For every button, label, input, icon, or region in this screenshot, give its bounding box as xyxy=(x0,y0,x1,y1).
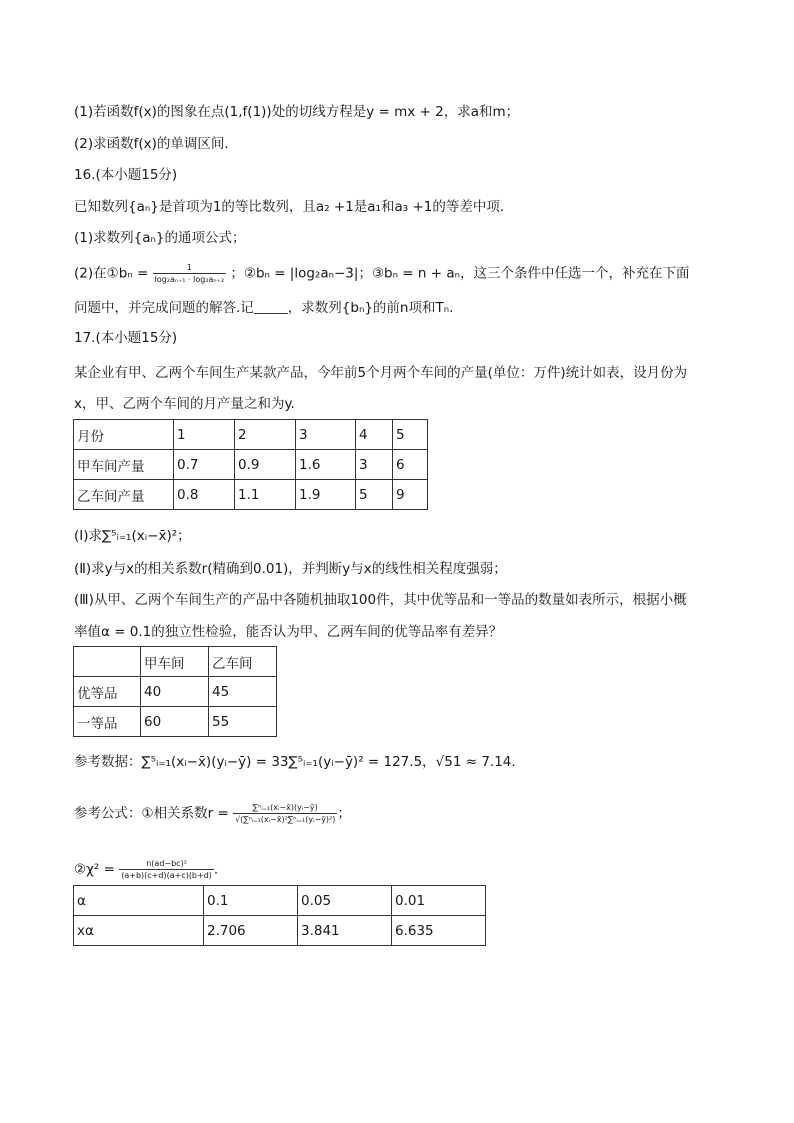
table-cell: 2 xyxy=(235,420,296,450)
formula-label: 参考公式：①相关系数r = xyxy=(74,805,229,822)
chi-denominator: (a+b)(c+d)(a+c)(b+d) xyxy=(121,871,212,880)
q16-fraction-denominator: log₂aₙ₊₁ · log₂aₙ₊₂ xyxy=(154,275,225,284)
table-cell: 3 xyxy=(356,450,393,480)
correlation-formula xyxy=(233,802,337,825)
q16-stem: 已知数列{aₙ}是首项为1的等比数列，且a₂ +1是a₁和a₃ +1的等差中项. xyxy=(74,199,505,215)
table-cell: 0.8 xyxy=(174,480,235,510)
q17-part1: (Ⅰ)求∑⁵ᵢ₌₁(xᵢ−x̄)²； xyxy=(74,528,191,544)
table-cell: 6.635 xyxy=(392,916,486,946)
table-cell xyxy=(74,647,141,677)
table-cell: 4 xyxy=(356,420,393,450)
q17-header: 17.(本小题15分) xyxy=(74,330,178,346)
q17-part3-line1: (Ⅲ)从甲、乙两个车间生产的产品中各随机抽取100件，其中优等品和一等品的数量如表所示，根据小概 xyxy=(74,592,687,608)
q16-part2-line1 xyxy=(74,262,690,285)
table-row xyxy=(74,480,428,510)
table-cell: 3 xyxy=(296,420,356,450)
table-row xyxy=(74,647,277,677)
reference-formula-2 xyxy=(74,858,218,881)
table-cell: 6 xyxy=(393,450,428,480)
production-table xyxy=(73,419,428,510)
table-cell: 0.1 xyxy=(204,886,298,916)
table-cell: 5 xyxy=(393,420,428,450)
q16-fraction-numerator: 1 xyxy=(153,262,226,274)
table-cell: 55 xyxy=(209,707,277,737)
table-cell: 40 xyxy=(141,677,209,707)
table-cell: α xyxy=(74,886,204,916)
chi-numerator: n(ad−bc)² xyxy=(119,858,214,870)
table-cell: xα xyxy=(74,916,204,946)
chi-square-formula xyxy=(119,858,214,881)
table-cell: 1.9 xyxy=(296,480,356,510)
table-cell: 45 xyxy=(209,677,277,707)
q16-part2-line2-a: 问题中，并完成问题的解答.记 xyxy=(74,300,254,316)
table-row xyxy=(74,886,486,916)
q16-part2-prefix: (2)在①bₙ = xyxy=(74,265,149,282)
chi-end: . xyxy=(213,861,219,878)
table-cell: 0.7 xyxy=(174,450,235,480)
answer-blank xyxy=(254,299,288,314)
q16-part1: (1)求数列{aₙ}的通项公式； xyxy=(74,230,246,246)
table-cell: 3.841 xyxy=(298,916,392,946)
table-cell: 0.01 xyxy=(392,886,486,916)
table-cell: 9 xyxy=(393,480,428,510)
formula-denominator: √(∑ⁿᵢ₌₁(xᵢ−x̄)²∑ⁿᵢ₌₁(yᵢ−ȳ)²) xyxy=(235,815,336,824)
table-cell: 乙车间产量 xyxy=(74,480,174,510)
q16-header: 16.(本小题15分) xyxy=(74,167,178,183)
table-cell: 月份 xyxy=(74,420,174,450)
q17-stem-line2: x，甲、乙两个车间的月产量之和为y. xyxy=(74,396,295,412)
q17-part3-line2: 率值α = 0.1的独立性检验，能否认为甲、乙两车间的优等品率有差异？ xyxy=(74,624,503,640)
table-cell: 5 xyxy=(356,480,393,510)
table-row xyxy=(74,450,428,480)
q15-part2: (2)求函数f(x)的单调区间. xyxy=(74,136,229,152)
table-row xyxy=(74,420,428,450)
table-cell: 0.9 xyxy=(235,450,296,480)
table-cell: 0.05 xyxy=(298,886,392,916)
table-row xyxy=(74,677,277,707)
q16-part2-mid: ；②bₙ = |log₂aₙ−3|；③bₙ = n + aₙ，这三个条件中任选一个，补充在下面 xyxy=(230,265,690,282)
table-cell: 1 xyxy=(174,420,235,450)
reference-data: 参考数据：∑⁵ᵢ₌₁(xᵢ−x̄)(yᵢ−ȳ) = 33∑⁵ᵢ₌₁(yᵢ−ȳ)² = 127.5，√51 ≈ 7.14. xyxy=(74,754,516,770)
q16-part2-line2 xyxy=(74,298,453,318)
q16-part2-line2-b: ，求数列{bₙ}的前n项和Tₙ. xyxy=(287,300,454,316)
formula-end: ； xyxy=(337,805,351,822)
chi-label: ②χ² = xyxy=(74,861,115,878)
formula-numerator: ∑ⁿᵢ₌₁(xᵢ−x̄)(yᵢ−ȳ) xyxy=(233,802,337,814)
critical-value-table xyxy=(73,885,486,946)
q16-fraction xyxy=(153,262,226,285)
table-row xyxy=(74,707,277,737)
table-cell: 一等品 xyxy=(74,707,141,737)
table-cell: 甲车间 xyxy=(141,647,209,677)
table-cell: 2.706 xyxy=(204,916,298,946)
table-cell: 优等品 xyxy=(74,677,141,707)
q15-part1: (1)若函数f(x)的图象在点(1,f(1))处的切线方程是y = mx + 2，求a和m； xyxy=(74,104,520,120)
quality-table xyxy=(73,646,277,737)
reference-formula-1 xyxy=(74,802,351,825)
q17-part2: (Ⅱ)求y与x的相关系数r(精确到0.01)，并判断y与x的线性相关程度强弱； xyxy=(74,561,507,577)
table-row xyxy=(74,916,486,946)
table-cell: 乙车间 xyxy=(209,647,277,677)
q17-stem-line1: 某企业有甲、乙两个车间生产某款产品，今年前5个月两个车间的产量(单位：万件)统计如表，设月份为 xyxy=(74,365,688,381)
table-cell: 1.1 xyxy=(235,480,296,510)
table-cell: 60 xyxy=(141,707,209,737)
table-cell: 1.6 xyxy=(296,450,356,480)
table-cell: 甲车间产量 xyxy=(74,450,174,480)
